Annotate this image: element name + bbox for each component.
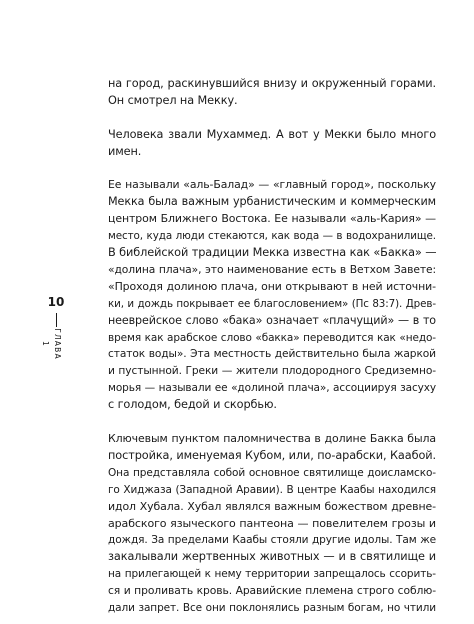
text-line: Мекка была важным урбанистическим и коммерческим [108, 195, 436, 209]
text-line: «Проходя долиною плача, они открывают в ней источни- [108, 279, 436, 293]
text-line: время как арабское слово «бакка» переводится как «недо- [108, 331, 436, 344]
text-line: Человека звали Мухаммед. А вот у Мекки было много [108, 127, 436, 141]
text-line: Она представляла собой основное святилище доисламско- [108, 466, 436, 479]
paragraph-2 [108, 127, 436, 161]
text-line: с голодом, бедой и скорбью. [108, 398, 277, 412]
text-line: нееврейское слово «бака» означает «плачущий» — в то [108, 313, 436, 327]
text-line: Ее называли «аль-Балад» — «главный город», поскольку [108, 178, 436, 192]
text-line: Ключевым пунктом паломничества в долине Бакка была [108, 431, 436, 445]
text-line: место, куда люди стекаются, как вода — в водохранилище. [108, 230, 436, 243]
text-line: идол Хубала. Хубал являлся важным божеством древне- [108, 499, 436, 513]
text-line: на город, раскинувшийся внизу и окруженный горами. [108, 77, 436, 90]
paragraph-1 [108, 76, 436, 110]
text-line: имен. [108, 144, 142, 158]
text-line: статок воды». Эта местность действительно была жаркой [108, 347, 436, 361]
text-line: и пустынной. Греки — жители плодородного Средиземно- [108, 364, 436, 378]
text-line: на прилегающей к нему территории запрещалось ссорить- [108, 568, 436, 581]
text-line: арабского языческого пантеона — повелителем грозы и [108, 516, 436, 530]
text-line: ки, и дождь покрывает ее благословением» (Пс 83:7). Древ- [108, 297, 436, 310]
text-line: Он смотрел на Мекку. [108, 93, 238, 107]
body-text [108, 76, 436, 617]
text-line: морья — называли ее «долиной плача», ассоциируя засуху [108, 382, 436, 395]
folio [42, 295, 70, 327]
text-line: центром Ближнего Востока. Ее называли «аль-Кария» — [108, 212, 436, 226]
paragraph-4 [108, 431, 436, 617]
page-number: 10 [47, 295, 65, 309]
text-line: дождя. За пределами Каабы стояли другие идолы. Там же [108, 534, 436, 547]
chapter-label: ГЛАВА 1 [41, 328, 62, 360]
text-line: дали запрет. Все они поклонялись разным богам, но чтили [108, 602, 436, 615]
text-line: «долина плача», это наименование есть в Ветхом Завете: [108, 262, 436, 276]
text-line: постройка, именуемая Кубом, или, по-арабски, Каабой. [108, 448, 436, 462]
paragraph-3 [108, 177, 436, 414]
text-line: В библейской традиции Мекка известна как «Бакка» — [108, 246, 437, 260]
text-line: закалывали жертвенных животных — и в святилище и [108, 550, 436, 564]
text-line: го Хиджаза (Западной Аравии). В центре Каабы находился [108, 483, 436, 496]
text-line: ся и проливать кровь. Аравийские племена строго соблю- [108, 584, 436, 598]
